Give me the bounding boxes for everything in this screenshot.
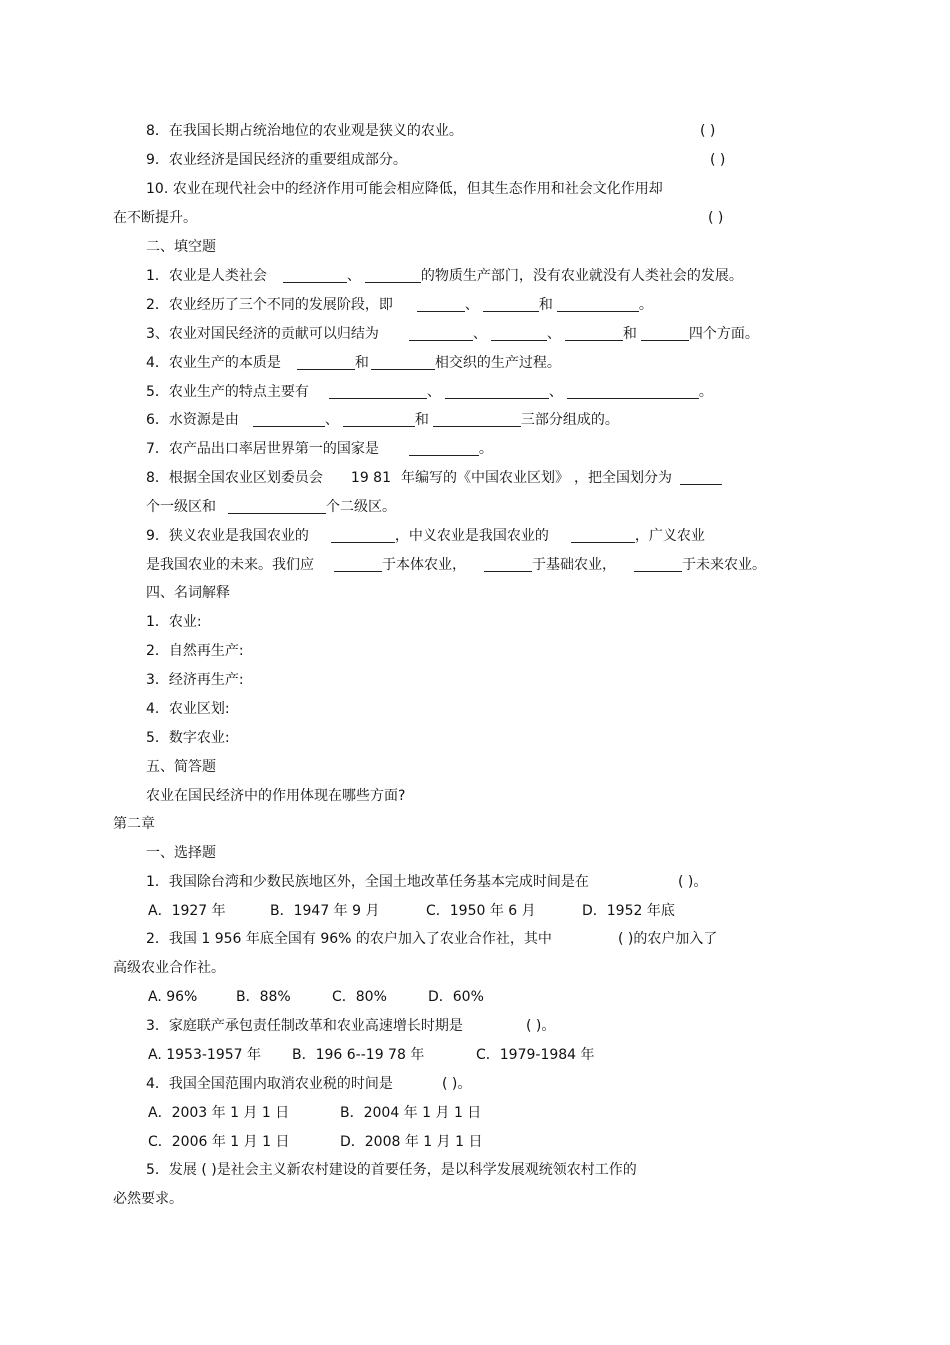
choice-q3-option: A. 1953-1957 年 xyxy=(148,1047,261,1063)
section-heading-terms: 四、名词解释 xyxy=(146,585,230,601)
section-heading-fill: 二、填空题 xyxy=(146,239,216,255)
term-item: 5．数字农业: xyxy=(146,730,230,746)
choice-q4-option: C．2006 年 1 月 1 日 xyxy=(148,1134,290,1150)
fill-q9-line1: 9．狭义农业是我国农业的 ，中义农业是我国农业的 ，广义农业 xyxy=(146,528,705,544)
choice-q2-option: B．88% xyxy=(236,989,291,1005)
choice-q3-option: C．1979-1984 年 xyxy=(476,1047,595,1063)
fill-q8-line2: 个一级区和 个二级区。 xyxy=(146,499,396,515)
choice-q1-option: B．1947 年 9 月 xyxy=(270,903,380,919)
answer-paren: ( )的农户加入了 xyxy=(618,931,718,947)
fill-q8-line1: 8．根据全国农业区划委员会 19 81 年编写的《中国农业区划》 ，把全国划分为 xyxy=(146,469,722,487)
answer-paren: ( )。 xyxy=(526,1018,556,1034)
choice-q4-option: A．2003 年 1 月 1 日 xyxy=(148,1105,290,1121)
choice-q2-option: C．80% xyxy=(332,989,387,1005)
choice-q1-option: D．1952 年底 xyxy=(582,903,675,919)
answer-paren: ( ) xyxy=(700,123,716,139)
choice-q4-option: D．2008 年 1 月 1 日 xyxy=(340,1134,483,1150)
section-heading-short: 五、简答题 xyxy=(146,759,216,775)
choice-q1: 1．我国除台湾和少数民族地区外，全国土地改革任务基本完成时间是在 xyxy=(146,874,589,890)
fill-q3: 3、农业对国民经济的贡献可以归结为 、 、 和 四个方面。 xyxy=(146,326,759,342)
fill-q6: 6．水资源是由 、 和 三部分组成的。 xyxy=(146,412,619,428)
tf-q10-line1: 10. 农业在现代社会中的经济作用可能会相应降低，但其生态作用和社会文化作用却 xyxy=(146,181,663,197)
tf-q10-line2: 在不断提升。 xyxy=(113,210,197,226)
choice-q2-line1: 2．我国 1 956 年底全国有 96% 的农户加入了农业合作社，其中 xyxy=(146,931,552,947)
fill-q9-line2: 是我国农业的未来。我们应 于本体农业， 于基础农业， 于未来农业。 xyxy=(146,557,766,573)
choice-q3-option: B．196 6--19 78 年 xyxy=(292,1047,425,1063)
fill-q4: 4．农业生产的本质是 和 相交织的生产过程。 xyxy=(146,355,561,371)
choice-q1-option: C．1950 年 6 月 xyxy=(426,903,536,919)
answer-paren: ( )。 xyxy=(678,874,708,890)
choice-q2-line2: 高级农业合作社。 xyxy=(113,960,225,976)
choice-q5-line2: 必然要求。 xyxy=(113,1191,183,1207)
choice-q4-option: B．2004 年 1 月 1 日 xyxy=(340,1105,482,1121)
section-heading-choice: 一、选择题 xyxy=(146,845,216,861)
fill-q1: 1．农业是人类社会 、 的物质生产部门，没有农业就没有人类社会的发展。 xyxy=(146,268,743,284)
term-item: 1．农业: xyxy=(146,614,202,630)
tf-q8: 8．在我国长期占统治地位的农业观是狭义的农业。 xyxy=(146,123,463,139)
term-item: 4．农业区划: xyxy=(146,701,230,717)
choice-q2-option: A. 96% xyxy=(148,989,198,1005)
tf-q9: 9．农业经济是国民经济的重要组成部分。 xyxy=(146,152,407,168)
choice-q1-option: A．1927 年 xyxy=(148,903,226,919)
fill-q5: 5．农业生产的特点主要有 、 、 。 xyxy=(146,384,713,400)
choice-q2-option: D．60% xyxy=(428,989,484,1005)
answer-paren: ( )。 xyxy=(442,1076,472,1092)
fill-q2: 2．农业经历了三个不同的发展阶段，即 、 和 。 xyxy=(146,297,653,313)
choice-q3: 3．家庭联产承包责任制改革和农业高速增长时期是 xyxy=(146,1018,463,1034)
choice-q4: 4．我国全国范围内取消农业税的时间是 xyxy=(146,1076,393,1092)
answer-paren: ( ) xyxy=(710,152,726,168)
term-item: 2．自然再生产: xyxy=(146,643,244,659)
term-item: 3．经济再生产: xyxy=(146,672,244,688)
short-question: 农业在国民经济中的作用体现在哪些方面? xyxy=(146,788,406,804)
choice-q5-line1: 5．发展 ( )是社会主义新农村建设的首要任务，是以科学发展观统领农村工作的 xyxy=(146,1162,637,1178)
answer-paren: ( ) xyxy=(708,210,724,226)
chapter-title: 第二章 xyxy=(113,816,155,832)
fill-q7: 7．农产品出口率居世界第一的国家是 。 xyxy=(146,441,493,457)
